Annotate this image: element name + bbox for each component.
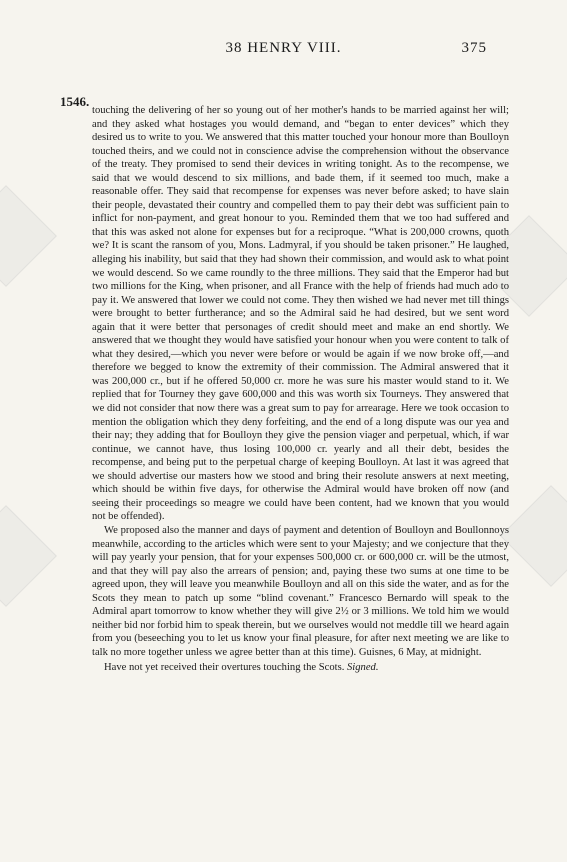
running-title: 38 HENRY VIII.	[225, 40, 342, 56]
paragraph: touching the delivering of her so young out of her mother's hands to be married against her will; and they asked what hostages you would demand, and “began to enter devices” which they desired us to write to you. We answered that this matter touched your honour more than Boulloyn touched theirs, and we could not in conscience advise the comprehension without the observance of the treaty. They promised to send their devices in writing tonight. As to the recompense, we said that we would descend to six millions, and bade them, if it seemed too much, make a reasonable offer. They said that recompense for expenses was never before asked; to have slain their people, devastated their country and compelled them to pay their debt was sufficient pain to inflict for non-payment, and great honour to you. Reminded them that we too had suffered and that this was asked not alone for expenses but for a reciproque. “What is 200,000 crowns, quoth we? It is scant the ransom of you, Mons. Ladmyral, if you should be taken prisoner.” He laughed, alleging his inability, but said that they had shown their commission, and would ask to what point we would descend. So we came roundly to the three millions. They said that the Emperor had but two millions for the King, when prisoner, and all France with the help of friends had much ado to pay it. We answered that lower we could not come. They then wished we had never met till things were brought to better furtherance; and so the Admiral said he had desired, but we sent word again that it were better that personages of credit should meet and make an end shortly. We answered that we thought they would have satisfied your honour when you were content to talk of what they desired,—which you never were before or would be again if we now broke off,—and therefore we begged to know the extremity of their commission. The Admiral answered that it was 200,000 cr., but if he offered 50,000 cr. more he was sure his master would stand to it. We replied that for Tourney they gave 600,000 and this was worth six Tourneys. They answered that we did not consider that now there was a great sum to pay for arrearage. Here we took occasion to mention the obligation which they deny forfeiting, and the end of a long dispute was our yea and their nay; they adding that for Boulloyn they give the pension viager and perpetual, which, if war continue, we cannot have, thus losing 100,000 cr. yearly and all their debt, besides the recompense, and being put to the perpetual charge of keeping Boulloyn. At last it was agreed that we should advertise our masters how we stood and bring their resolute answers at next meeting, which should be within five days, for otherwise the Admiral would have broken off now (and seeing their proceedings so meagre we could have been content, had we known that you would not be offended).	[92, 105, 509, 523]
watermark-mark	[500, 485, 567, 587]
page-number: 375	[461, 40, 487, 56]
paragraph: We proposed also the manner and days of payment and detention of Boulloyn and Boullonnoys meanwhile, according to the articles which were sent to your Majesty; and we conjecture that they will pay yearly your pension, that for your expenses 500,000 cr. or 600,000 cr. will be the utmost, and that they will pay also the arrears of pension; and, paying these two sums at one time to be agreed upon, they will leave you meanwhile Boulloyn and all on this side the water, and as for the Scots they mean to patch up some “blind covenant.” Francesco Bernardo will speak to the Admiral apart tomorrow to know whether they will give 2½ or 3 millions. We told him we would neither bid nor forbid him to speak therein, but we ourselves would not meddle till we heard again from you (beseeching you to let us know your final pleasure, for after next meeting we are like to talk no more together unless we agree better than at this time). Guisnes, 6 May, at midnight.	[92, 524, 509, 658]
watermark-mark	[0, 185, 57, 287]
signed-mark: Signed.	[347, 662, 379, 673]
document-body	[92, 104, 509, 659]
closing-note: Have not yet received their overtures touching the Scots. Signed.	[104, 662, 379, 673]
document-footer	[92, 661, 509, 675]
margin-year: 1546.	[60, 94, 90, 109]
watermark-mark	[0, 505, 57, 607]
page-header	[0, 40, 567, 60]
